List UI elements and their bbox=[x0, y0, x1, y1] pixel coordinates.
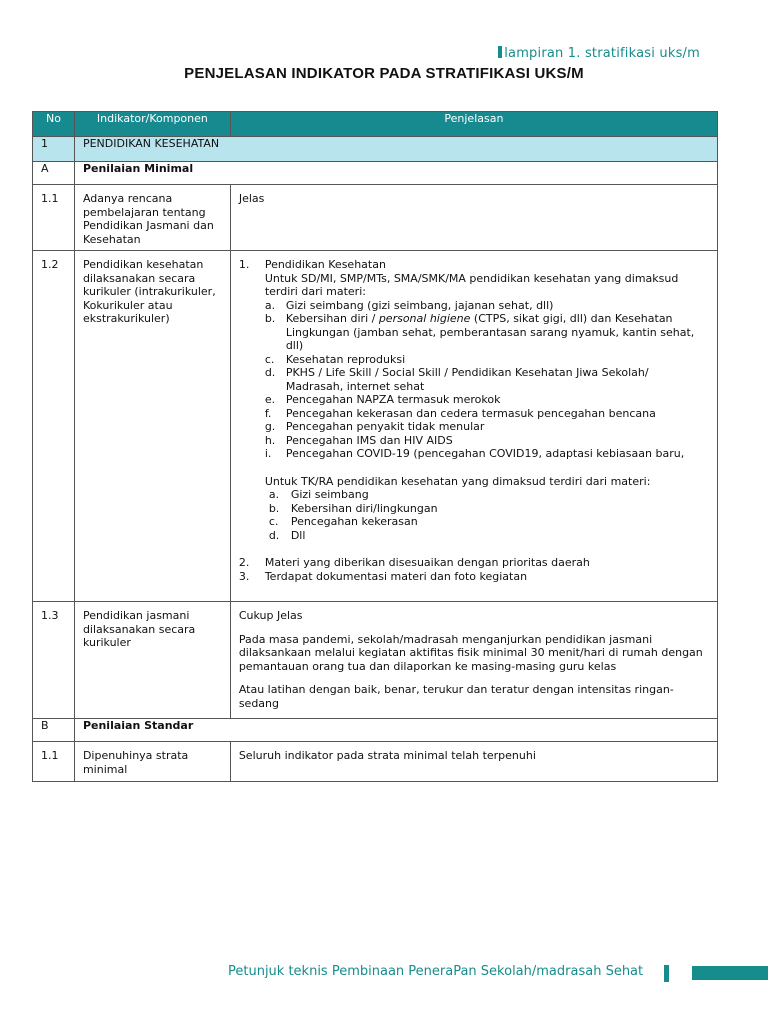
list-item bbox=[265, 299, 709, 313]
list-letter: h. bbox=[264, 433, 276, 447]
list-text-emphasis: personal higiene bbox=[378, 312, 471, 325]
list-item bbox=[265, 312, 709, 353]
list-letter: a. bbox=[268, 488, 280, 501]
list-letter: d. bbox=[268, 528, 280, 542]
list-item bbox=[265, 529, 709, 543]
group-a-no: A bbox=[33, 162, 75, 185]
col-header-no: No bbox=[33, 112, 75, 137]
list-text: Pencegahan kekerasan bbox=[290, 515, 418, 528]
list-item bbox=[265, 488, 709, 502]
list-item bbox=[265, 366, 709, 393]
list-letter: f. bbox=[264, 406, 272, 420]
list-item bbox=[239, 258, 709, 556]
section-name: PENDIDIKAN KESEHATAN bbox=[74, 137, 717, 162]
table-header-row bbox=[33, 112, 718, 137]
list-text: Gizi seimbang bbox=[290, 488, 369, 501]
row-explanation bbox=[230, 251, 717, 602]
explanation-paragraph: Atau latihan dengan baik, benar, terukur dan teratur dengan intensitas ringan-sedang bbox=[238, 683, 674, 710]
list-item bbox=[265, 407, 709, 421]
group-row-a bbox=[33, 162, 718, 185]
materials-list bbox=[265, 299, 709, 461]
list-letter: b. bbox=[264, 312, 276, 325]
row-indicator: Pendidikan jasmani dilaksanakan secara kurikuler bbox=[74, 602, 230, 719]
row-indicator: Dipenuhinya strata minimal bbox=[74, 742, 230, 782]
list-letter: g. bbox=[264, 420, 276, 433]
list-text: Pencegahan COVID-19 (pencegahan COVID19, adaptasi kebiasaan baru, bbox=[285, 447, 685, 460]
footer-block-decoration bbox=[692, 966, 768, 980]
item-title: Pendidikan Kesehatan bbox=[264, 258, 386, 271]
list-item bbox=[265, 420, 709, 434]
col-header-indicator: Indikator/Komponen bbox=[74, 112, 230, 137]
row-indicator: Adanya rencana pembelajaran tentang Pendidikan Jasmani dan Kesehatan bbox=[74, 185, 230, 251]
list-text: Terdapat dokumentasi materi dan foto kegiatan bbox=[264, 569, 528, 583]
section-no: 1 bbox=[33, 137, 75, 162]
list-letter: a. bbox=[264, 298, 276, 312]
list-text: Gizi seimbang (gizi seimbang, jajanan sehat, dll) bbox=[285, 298, 554, 312]
list-text: Dll bbox=[290, 528, 306, 542]
group-a-name: Penilaian Minimal bbox=[74, 162, 717, 185]
row-explanation: Seluruh indikator pada strata minimal telah terpenuhi bbox=[230, 742, 717, 782]
explanation-paragraph: Pada masa pandemi, sekolah/madrasah menganjurkan pendidikan jasmani dilaksankaan melalui kegiatan aktifitas fisik minimal 30 menit/hari di rumah dengan pemantauan orang tua dan dilaporkan ke masing-masing guru kelas bbox=[238, 632, 703, 673]
footer-text: Petunjuk teknis Pembinaan PeneraPan Sekolah/madrasah Sehat bbox=[228, 964, 644, 979]
row-no: 1.1 bbox=[33, 742, 75, 782]
tk-materials-list bbox=[265, 488, 709, 542]
row-no: 1.2 bbox=[33, 251, 75, 602]
row-no: 1.3 bbox=[33, 602, 75, 719]
list-letter: e. bbox=[264, 393, 276, 406]
list-item bbox=[239, 556, 709, 570]
list-text: (CTPS, sikat gigi, dll) dan Kesehatan Lingkungan (jamban sehat, pemberantasan sarang nyamuk, kantin sehat, dll) bbox=[285, 312, 695, 352]
list-text: PKHS / Life Skill / Social Skill / Pendidikan Kesehatan Jiwa Sekolah/ Madrasah, internet sehat bbox=[285, 366, 649, 393]
list-text: Kebersihan diri/lingkungan bbox=[290, 501, 438, 515]
section-row bbox=[33, 137, 718, 162]
list-text: Kebersihan diri / bbox=[285, 312, 379, 325]
list-item bbox=[265, 353, 709, 367]
label-bar-decoration bbox=[498, 46, 502, 58]
table-row bbox=[33, 185, 718, 251]
appendix-label-text: lampiran 1. stratifikasi uks/m bbox=[504, 46, 700, 61]
list-item bbox=[239, 570, 709, 584]
list-letter: i. bbox=[264, 447, 272, 460]
footer-bar-decoration bbox=[664, 965, 669, 982]
table-row bbox=[33, 742, 718, 782]
appendix-label bbox=[498, 46, 700, 61]
list-number: 3. bbox=[238, 569, 250, 583]
list-item bbox=[265, 393, 709, 407]
group-b-name: Penilaian Standar bbox=[74, 719, 717, 742]
list-item bbox=[265, 502, 709, 516]
row-explanation: Jelas bbox=[230, 185, 717, 251]
list-item bbox=[265, 447, 709, 461]
list-letter: b. bbox=[268, 501, 280, 515]
explanation-paragraph: Cukup Jelas bbox=[238, 609, 303, 622]
list-text: Pencegahan penyakit tidak menular bbox=[285, 420, 485, 433]
list-number: 2. bbox=[238, 556, 250, 569]
row-explanation bbox=[230, 602, 717, 719]
explanation-list bbox=[239, 258, 709, 583]
list-text: Pencegahan kekerasan dan cedera termasuk pencegahan bencana bbox=[285, 406, 656, 420]
list-item bbox=[265, 515, 709, 529]
group-b-no: B bbox=[33, 719, 75, 742]
list-text: Pencegahan IMS dan HIV AIDS bbox=[285, 433, 453, 447]
list-letter: d. bbox=[264, 366, 276, 379]
list-text: Kesehatan reproduksi bbox=[285, 352, 406, 366]
list-text: Pencegahan NAPZA termasuk merokok bbox=[285, 393, 501, 406]
row-indicator: Pendidikan kesehatan dilaksanakan secara kurikuler (intrakurikuler, Kokurikuler atau ekstrakurikuler) bbox=[74, 251, 230, 602]
page-footer bbox=[228, 964, 643, 979]
indicator-table bbox=[32, 111, 718, 782]
item-intro: Untuk SD/MI, SMP/MTs, SMA/SMK/MA pendidikan kesehatan yang dimaksud terdiri dari materi: bbox=[264, 271, 679, 298]
list-number: 1. bbox=[238, 258, 250, 271]
list-letter: c. bbox=[264, 352, 275, 366]
row-no: 1.1 bbox=[33, 185, 75, 251]
tk-intro: Untuk TK/RA pendidikan kesehatan yang dimaksud terdiri dari materi: bbox=[264, 474, 651, 488]
col-header-explanation: Penjelasan bbox=[230, 112, 717, 137]
page-title: PENJELASAN INDIKATOR PADA STRATIFIKASI UKS/M bbox=[184, 65, 584, 82]
list-item bbox=[265, 434, 709, 448]
group-row-b bbox=[33, 719, 718, 742]
list-letter: c. bbox=[268, 515, 279, 528]
list-text: Materi yang diberikan disesuaikan dengan prioritas daerah bbox=[264, 556, 590, 569]
table-row bbox=[33, 251, 718, 602]
table-row bbox=[33, 602, 718, 719]
